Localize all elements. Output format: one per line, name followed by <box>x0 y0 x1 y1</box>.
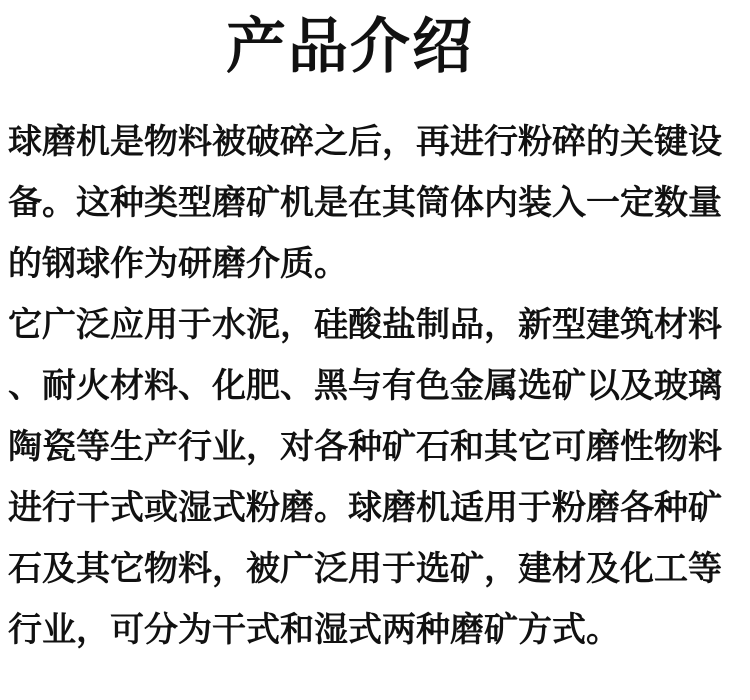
product-description <box>8 112 748 661</box>
description-line: 它广泛应用于水泥，硅酸盐制品，新型建筑材料 <box>8 305 722 345</box>
description-line: 、耐火材料、化肥、黑与有色金属选矿以及玻璃 <box>8 366 722 406</box>
description-line: 行业，可分为干式和湿式两种磨矿方式。 <box>8 610 620 650</box>
description-line: 石及其它物料，被广泛用于选矿，建材及化工等 <box>8 549 722 589</box>
description-line: 进行干式或湿式粉磨。球磨机适用于粉磨各种矿 <box>8 488 722 528</box>
page-title: 产品介绍 <box>226 12 474 82</box>
description-line: 的钢球作为研磨介质。 <box>8 244 348 284</box>
description-line: 陶瓷等生产行业，对各种矿石和其它可磨性物料 <box>8 427 722 467</box>
description-line: 备。这种类型磨矿机是在其筒体内装入一定数量 <box>8 183 722 223</box>
description-line: 球磨机是物料被破碎之后，再进行粉碎的关键设 <box>8 122 722 162</box>
